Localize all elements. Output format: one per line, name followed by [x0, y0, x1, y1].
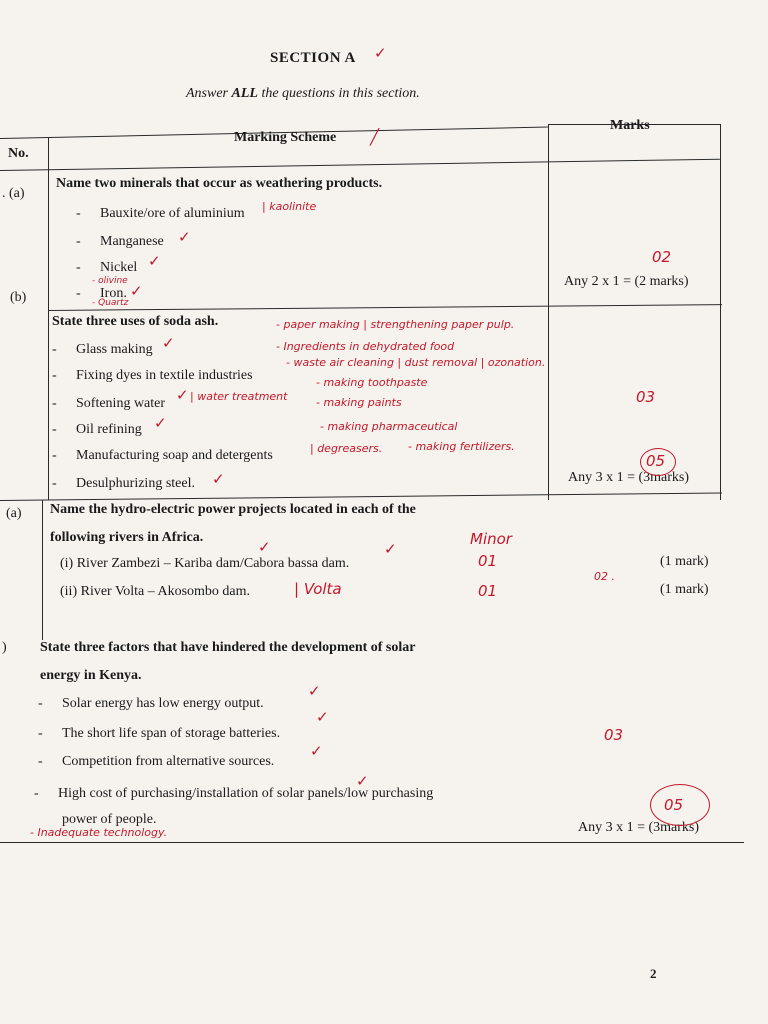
q1-bottom-line: [0, 492, 722, 501]
q2b-item: - Competition from alternative sources.: [62, 754, 274, 770]
tick-mark-icon: ✓: [258, 538, 271, 556]
annotation-water-treatment: | water treatment: [190, 390, 288, 403]
tick-mark-icon: ✓: [162, 334, 175, 352]
annotation-circle-05b: [650, 784, 710, 826]
no-column-line: [48, 138, 49, 500]
annotation-kaolinite: | kaolinite: [262, 200, 317, 213]
annotation-mark-02b: 02 .: [594, 570, 615, 583]
annotation-circle-05: [640, 448, 676, 476]
tick-mark-icon: ✓: [148, 252, 161, 270]
annotation-degreasers: | degreasers.: [310, 442, 383, 455]
tick-mark-icon: ✓: [356, 772, 369, 790]
q1b-item: - Oil refining: [76, 422, 142, 438]
q1a-marks: Any 2 x 1 = (2 marks): [564, 274, 689, 289]
tick-mark-icon: ✓: [310, 742, 323, 760]
tick-mark-icon: ✓: [212, 470, 225, 488]
q1b-item: - Manufacturing soap and detergents: [76, 448, 273, 464]
q2b-marks: Any 3 x 1 = (3marks): [578, 820, 700, 835]
annotation-mark-02: 02: [652, 248, 672, 266]
q1b-marks: Any 3 x 1 = (3marks): [568, 470, 690, 485]
header-bottom-line: [0, 159, 720, 171]
table-bottom-line: [0, 842, 744, 843]
q2a-question-line2: following rivers in Africa.: [50, 530, 204, 545]
q2b-item: - High cost of purchasing/installation of solar panels/low purchasing: [58, 786, 433, 802]
tick-mark-icon: ✓: [308, 682, 321, 700]
q1a-item: - Nickel: [100, 260, 137, 276]
q1b-item: - Glass making: [76, 342, 153, 358]
q2a-mark2: (1 mark): [660, 582, 709, 597]
q1b-item: - Desulphurizing steel.: [76, 476, 195, 492]
header-no: No.: [8, 146, 29, 161]
section-title: SECTION A: [270, 50, 356, 66]
annotation-mark-03: 03: [636, 388, 656, 406]
annotation-olivine: - olivine: [92, 276, 128, 286]
q2a-label: (a): [6, 506, 22, 521]
q2b-question-line1: State three factors that have hindered the development of solar: [40, 640, 416, 655]
section-instruction: Answer ALL the questions in this section.: [186, 86, 420, 101]
q1a-question: Name two minerals that occur as weathering products.: [56, 176, 383, 191]
annotation-mark-03b: 03: [604, 726, 624, 744]
tick-mark-icon: ✓: [154, 414, 167, 432]
q2b-label: ): [2, 640, 7, 655]
annotation-waste: - waste air cleaning | dust removal | ozonation.: [286, 356, 546, 369]
header-marks: Marks: [610, 118, 650, 133]
q1b-item: - Softening water: [76, 396, 165, 412]
q1b-question: State three uses of soda ash.: [52, 314, 219, 329]
q2b-item-continued: power of people.: [62, 812, 157, 827]
q1a-item: - Manganese: [100, 234, 164, 250]
q2b-item: - Solar energy has low energy output.: [62, 696, 264, 712]
annotation-pharma: - making pharmaceutical: [320, 420, 458, 433]
q2b-question-line2: energy in Kenya.: [40, 668, 142, 683]
q2a-mark1: (1 mark): [660, 554, 709, 569]
tick-mark-icon: ✓: [374, 44, 387, 62]
annotation-paints: - making paints: [316, 396, 402, 409]
page-number: 2: [650, 966, 657, 981]
annotation-quartz: - Quartz: [92, 298, 129, 308]
tick-mark-icon: ╱: [370, 128, 380, 146]
q1a-label: . (a): [2, 186, 25, 201]
tick-mark-icon: ✓: [384, 540, 397, 558]
q1a-divider: [48, 304, 722, 311]
q1b-label: (b): [10, 290, 27, 305]
q1a-item: - Bauxite/ore of aluminium: [100, 206, 245, 222]
header-scheme: Marking Scheme: [234, 130, 337, 145]
annotation-volta: | Volta: [294, 580, 342, 598]
annotation-mark-01a: 01: [478, 552, 498, 570]
annotation-paper: - paper making | strengthening paper pulp.: [276, 318, 515, 331]
tick-mark-icon: ✓: [178, 228, 191, 246]
q2b-item: - The short life span of storage batteries.: [62, 726, 280, 742]
annotation-fertilizers: - making fertilizers.: [408, 440, 515, 453]
q2a-item-i: (i) River Zambezi – Kariba dam/Cabora bassa dam.: [60, 556, 350, 571]
q2a-question-line1: Name the hydro-electric power projects located in each of the: [50, 502, 416, 517]
annotation-minor: Minor: [470, 530, 512, 548]
annotation-mark-01b: 01: [478, 582, 498, 600]
no-column-line-lower: [42, 500, 43, 640]
annotation-mark-05: 05: [646, 452, 666, 470]
q1b-item: - Fixing dyes in textile industries: [76, 368, 253, 384]
tick-mark-icon: ✓: [176, 386, 189, 404]
annotation-ingredients: - Ingredients in dehydrated food: [276, 340, 455, 353]
annotation-mark-05b: 05: [664, 796, 684, 814]
annotation-inadequate: - Inadequate technology.: [30, 826, 168, 839]
marks-column-line: [548, 124, 549, 500]
annotation-toothpaste: - making toothpaste: [316, 376, 428, 389]
q1a-item: - Iron.: [100, 286, 127, 302]
q2a-item-ii: (ii) River Volta – Akosombo dam.: [60, 584, 251, 599]
right-border-line: [720, 124, 721, 500]
tick-mark-icon: ✓: [130, 282, 143, 300]
tick-mark-icon: ✓: [316, 708, 329, 726]
